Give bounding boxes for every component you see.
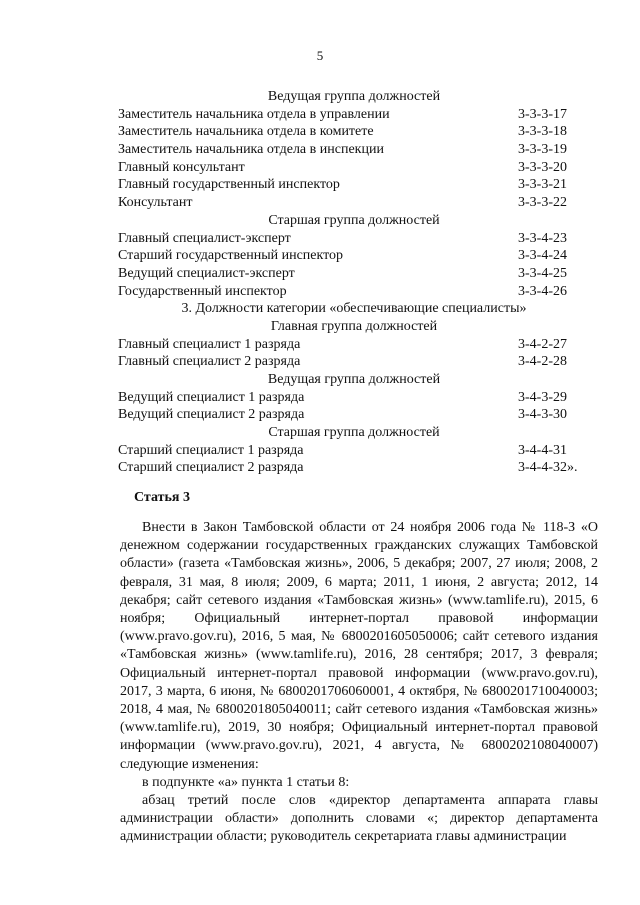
position-row bbox=[118, 442, 590, 460]
group-heading: Главная группа должностей bbox=[270, 318, 438, 334]
position-code: 3-3-4-26 bbox=[518, 283, 567, 299]
article-body bbox=[120, 519, 598, 847]
position-name: Заместитель начальника отдела в управлении bbox=[118, 106, 390, 122]
position-row bbox=[118, 265, 590, 283]
position-name: Заместитель начальника отдела в инспекции bbox=[118, 142, 384, 158]
position-row bbox=[118, 194, 590, 212]
group-heading: Ведущая группа должностей bbox=[267, 372, 441, 387]
position-row bbox=[118, 247, 590, 265]
position-row bbox=[118, 176, 590, 194]
position-code: 3-4-3-29 bbox=[518, 389, 567, 405]
position-code: 3-3-4-23 bbox=[518, 230, 567, 246]
position-code: 3-4-3-30 bbox=[518, 407, 567, 423]
position-name: Главный государственный инспектор bbox=[118, 177, 340, 193]
position-name: Главный специалист-эксперт bbox=[118, 230, 291, 246]
position-name: Государственный инспектор bbox=[118, 283, 287, 299]
position-name: Главный специалист 1 разряда bbox=[118, 336, 301, 352]
group-heading: Старшая группа должностей bbox=[268, 212, 440, 228]
position-row bbox=[118, 123, 590, 141]
paragraph: абзац третий после слов «директор департамента аппарата главы администрации области» дополнить словами «; директор департамента администрации области; руководитель секретариата главы администрации bbox=[120, 793, 598, 845]
position-name: Главный консультант bbox=[118, 159, 245, 175]
position-row bbox=[118, 406, 590, 424]
position-row bbox=[118, 459, 590, 477]
position-code: 3-4-2-27 bbox=[518, 336, 567, 352]
group-heading: Ведущая группа должностей bbox=[267, 89, 441, 104]
position-code: 3-3-3-19 bbox=[518, 142, 567, 158]
position-name: Консультант bbox=[118, 195, 193, 211]
position-name: Старший специалист 1 разряда bbox=[118, 442, 304, 458]
position-name: Ведущий специалист-эксперт bbox=[118, 265, 295, 281]
page-number: 5 bbox=[316, 48, 324, 63]
position-code: 3-4-2-28 bbox=[518, 354, 567, 370]
position-row bbox=[118, 141, 590, 159]
section-heading: 3. Должности категории «обеспечивающие специалисты» bbox=[181, 301, 527, 317]
group-heading: Старшая группа должностей bbox=[268, 425, 440, 441]
position-name: Заместитель начальника отдела в комитете bbox=[118, 124, 374, 140]
position-code: 3-3-4-24 bbox=[518, 248, 567, 264]
position-code: 3-3-3-18 bbox=[518, 124, 567, 140]
position-code: 3-3-3-22 bbox=[518, 195, 567, 211]
paragraph: в подпункте «а» пункта 1 статьи 8: bbox=[142, 774, 350, 790]
position-code: 3-3-3-17 bbox=[518, 106, 567, 122]
position-row bbox=[118, 159, 590, 177]
position-code: 3-3-4-25 bbox=[518, 265, 567, 281]
position-name: Старший специалист 2 разряда bbox=[118, 460, 304, 476]
position-code: 3-4-4-31 bbox=[518, 442, 567, 458]
position-row bbox=[118, 336, 590, 354]
position-row bbox=[118, 106, 590, 124]
position-row bbox=[118, 389, 590, 407]
position-name: Старший государственный инспектор bbox=[118, 248, 344, 264]
position-name: Ведущий специалист 2 разряда bbox=[118, 407, 305, 423]
position-row bbox=[118, 353, 590, 371]
position-code: 3-4-4-32». bbox=[518, 460, 578, 476]
position-code: 3-3-3-21 bbox=[518, 177, 567, 193]
position-name: Ведущий специалист 1 разряда bbox=[118, 389, 305, 405]
paragraph: Внести в Закон Тамбовской области от 24 ноября 2006 года № 118-З «О денежном содержании государственных гражданских служащих Тамбовской области» (газета «Тамбовская жизнь», 2006, 5 декабря; 2007, 27 июля; 2008, 2 февраля, 31 мая, 8 июля; 2009, 6 марта; 2011, 1 июня, 2 августа; 2012, 14 декабря; сайт сетевого издания «Тамбовская жизнь» (www.tamlife.ru), 2015, 6 ноября; Официальный интернет-портал правовой информации (www.pravo.gov.ru), 2016, 5 мая, № 6800201605050006; сайт сетевого издания «Тамбовская жизнь» (www.tamlife.ru), 2016, 28 сентября; 2017, 3 февраля; Официальный интернет-портал правовой информации (www.pravo.gov.ru), 2017, 3 марта, 6 июня, № 6800201706060001, 4 октября, № 6800201710040003; 2018, 4 мая, № 6800201805040011; сайт сетевого издания «Тамбовская жизнь» (www.tamlife.ru), 2019, 30 ноября; Официальный интернет-портал правовой информации (www.pravo.gov.ru), 2021, 4 августа, № 6800202108040007) следующие изменения: bbox=[120, 520, 598, 772]
positions-list bbox=[118, 88, 590, 477]
position-row bbox=[118, 283, 590, 301]
position-name: Главный специалист 2 разряда bbox=[118, 354, 301, 370]
article-title: Статья 3 bbox=[134, 490, 190, 505]
position-row bbox=[118, 230, 590, 248]
position-code: 3-3-3-20 bbox=[518, 159, 567, 175]
